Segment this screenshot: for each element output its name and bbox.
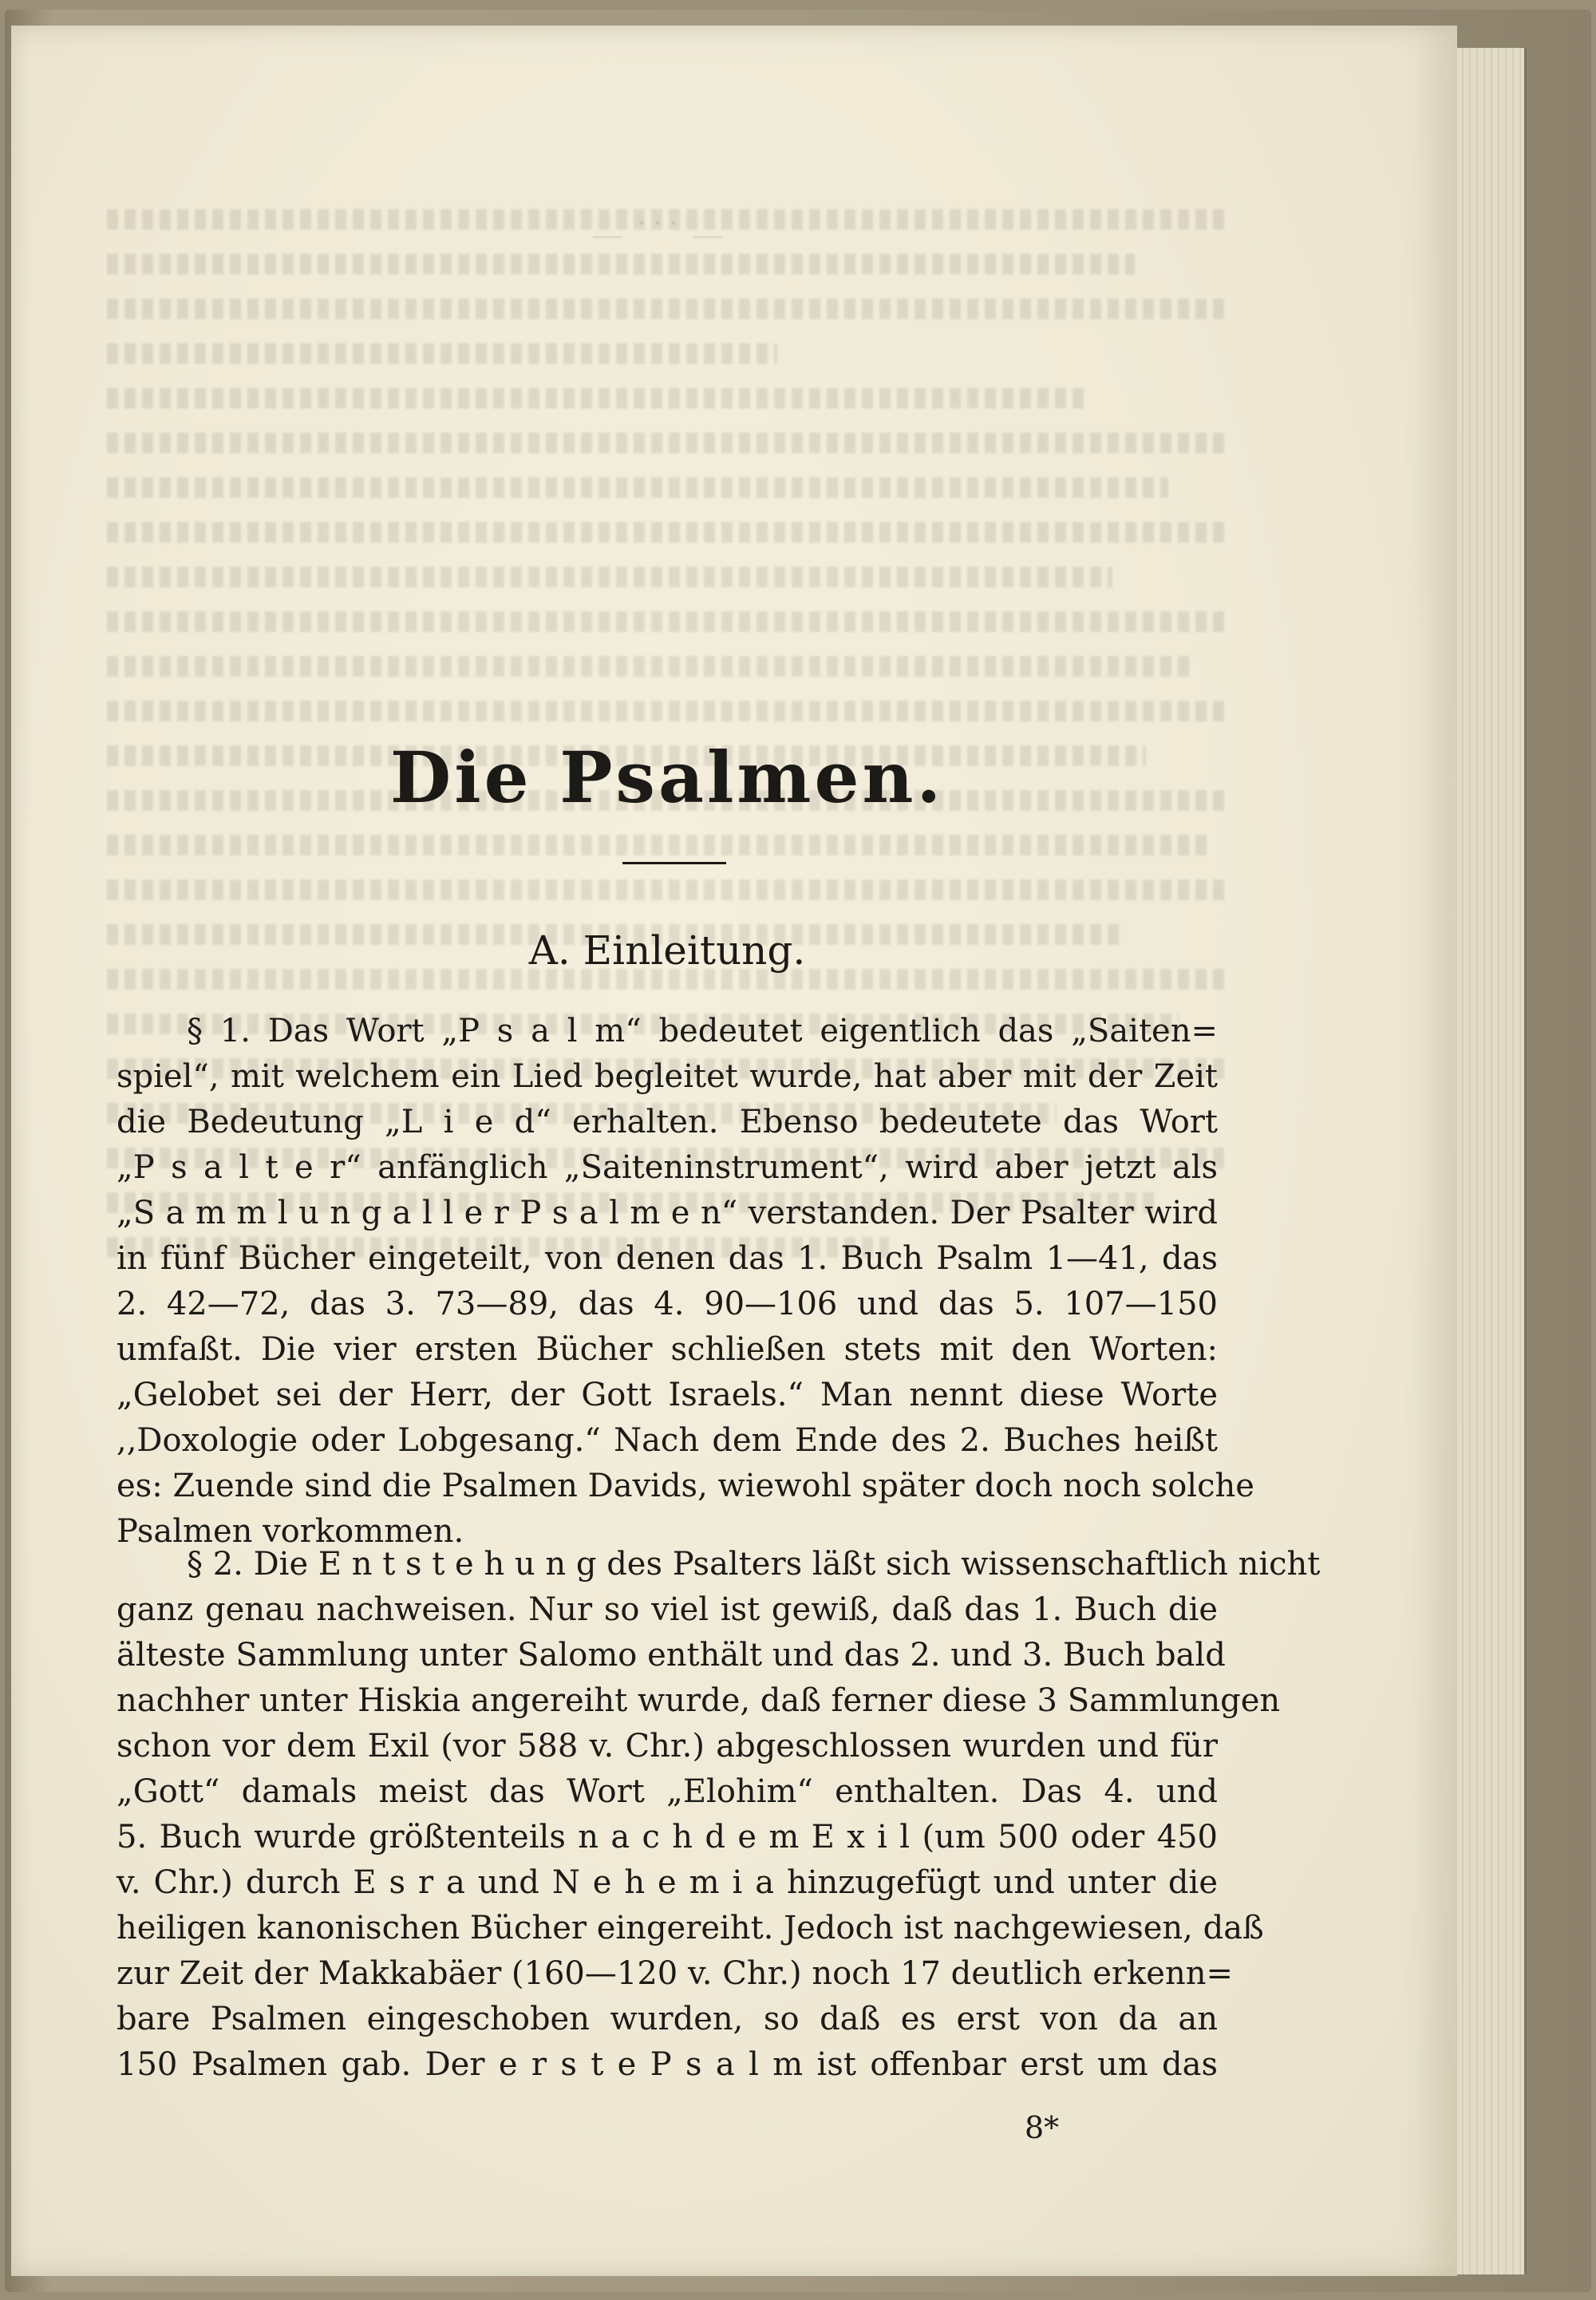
text-line: „S a m m l u n g a l l e r P s a l m e n“ verstanden. Der Psalter wird xyxy=(117,1195,1218,1231)
text-line: spiel“, mit welchem ein Lied begleitet wurde, hat aber mit der Zeit xyxy=(117,1058,1218,1095)
text-line: in fünf Bücher eingeteilt, von denen das 1. Buch Psalm 1—41, das xyxy=(117,1240,1218,1277)
text-line: „P s a l t e r“ anfänglich „Saiteninstrument“, wird aber jetzt als xyxy=(117,1149,1218,1186)
paragraph-2 xyxy=(117,1542,1321,2088)
text-line: ganz genau nachweisen. Nur so viel ist gewiß, daß das 1. Buch die xyxy=(117,1591,1218,1628)
text-line: § 1. Das Wort „P s a l m“ bedeutet eigentlich das „Saiten= xyxy=(187,1013,1218,1049)
show-through-page-number: — ˙˙˙ — xyxy=(591,217,724,254)
page-title: Die Psalmen. xyxy=(389,736,945,819)
text-line: zur Zeit der Makkabäer (160—120 v. Chr.) noch 17 deutlich erkenn= xyxy=(117,1955,1234,1992)
text-line: umfaßt. Die vier ersten Bücher schließen stets mit den Worten: xyxy=(117,1331,1218,1368)
text-line: älteste Sammlung unter Salomo enthält und das 2. und 3. Buch bald xyxy=(117,1637,1226,1674)
text-line: 150 Psalmen gab. Der e r s t e P s a l m ist offenbar erst um das xyxy=(117,2046,1218,2083)
text-line: nachher unter Hiskia angereiht wurde, daß ferner diese 3 Sammlungen xyxy=(117,1682,1281,1719)
section-heading: A. Einleitung. xyxy=(528,927,806,974)
text-line: es: Zuende sind die Psalmen Davids, wiewohl später doch noch solche xyxy=(117,1468,1254,1504)
text-line: Psalmen vorkommen. xyxy=(117,1513,464,1550)
book-page xyxy=(11,26,1457,2276)
page-content xyxy=(117,26,1321,2276)
text-line: „Gott“ damals meist das Wort „Elohim“ enthalten. Das 4. und xyxy=(117,1773,1218,1810)
text-line: ,,Doxologie oder Lobgesang.“ Nach dem Ende des 2. Buches heißt xyxy=(117,1422,1218,1459)
signature-mark: 8* xyxy=(1025,2110,1060,2145)
text-line: „Gelobet sei der Herr, der Gott Israels.“ Man nennt diese Worte xyxy=(117,1377,1218,1413)
text-line: 5. Buch wurde größtenteils n a c h d e m E x i l (um 500 oder 450 xyxy=(117,1819,1218,1855)
text-line: heiligen kanonischen Bücher eingereiht. Jedoch ist nachgewiesen, daß xyxy=(117,1910,1264,1946)
text-line: schon vor dem Exil (vor 588 v. Chr.) abgeschlossen wurden und für xyxy=(117,1728,1218,1765)
text-line: v. Chr.) durch E s r a und N e h e m i a hinzugefügt und unter die xyxy=(117,1864,1218,1901)
text-line: § 2. Die E n t s t e h u n g des Psalters läßt sich wissenschaftlich nicht xyxy=(187,1546,1321,1583)
paragraph-1 xyxy=(117,1009,1254,1555)
title-rule xyxy=(622,862,726,864)
text-line: 2. 42—72, das 3. 73—89, das 4. 90—106 und das 5. 107—150 xyxy=(117,1286,1218,1322)
text-line: die Bedeutung „L i e d“ erhalten. Ebenso bedeutete das Wort xyxy=(117,1104,1218,1140)
text-line: bare Psalmen eingeschoben wurden, so daß es erst von da an xyxy=(117,2001,1218,2037)
